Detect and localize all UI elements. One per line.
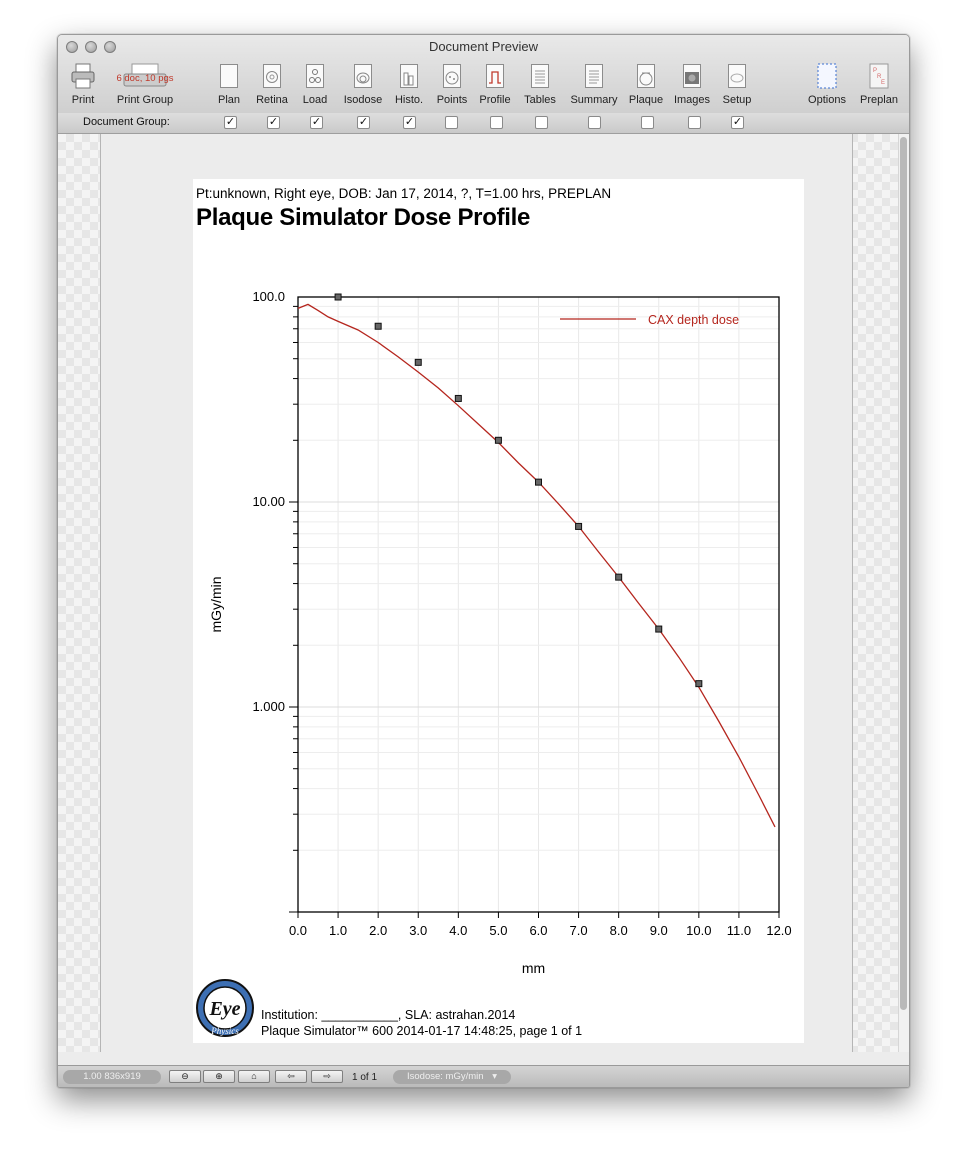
tool-points-label: Points — [436, 94, 468, 106]
group-checkbox-histo[interactable]: ✓ — [404, 116, 415, 128]
tool-load-button[interactable] — [297, 62, 333, 110]
tool-load-label: Load — [302, 94, 328, 106]
preplan-button[interactable] — [856, 62, 902, 110]
group-checkbox-points[interactable] — [445, 116, 458, 129]
tool-histo-button[interactable] — [390, 62, 428, 110]
tool-points-button[interactable] — [433, 62, 471, 110]
dose-profile-chart — [193, 274, 804, 984]
tool-plan-button[interactable] — [211, 62, 247, 110]
tables-icon — [527, 62, 553, 90]
patient-header: Pt:unknown, Right eye, DOB: Jan 17, 2014, ?, T=1.00 hrs, PREPLAN — [196, 186, 612, 201]
group-checkbox-plan[interactable]: ✓ — [225, 116, 236, 128]
profile-icon — [482, 62, 508, 90]
document-page — [193, 179, 804, 1043]
window-title: Document Preview — [428, 39, 539, 54]
group-checkbox-tables[interactable] — [535, 116, 548, 129]
y-axis-label: mGy/min — [208, 576, 224, 633]
points-icon — [439, 62, 465, 90]
print-group-label: Print Group — [116, 94, 174, 106]
scrollbar-thumb[interactable] — [900, 137, 907, 1010]
tool-profile-label: Profile — [479, 94, 511, 106]
print-group-info: 6 doc, 10 pgs — [116, 73, 174, 84]
measured-point — [335, 294, 341, 300]
measured-point — [375, 323, 381, 329]
tool-retina-button[interactable] — [254, 62, 290, 110]
x-tick-label: 0.0 — [288, 923, 308, 938]
group-checkbox-setup[interactable]: ✓ — [732, 116, 743, 128]
y-tick-label: 10.00 — [252, 494, 285, 509]
group-checkbox-profile[interactable] — [490, 116, 503, 129]
summary-icon — [581, 62, 607, 90]
page-title: Plaque Simulator Dose Profile — [196, 204, 531, 231]
tool-histo-label: Histo. — [394, 94, 424, 106]
printer-icon — [70, 62, 96, 90]
title-bar — [58, 35, 909, 114]
tool-setup-button[interactable] — [718, 62, 756, 110]
zoom-in-icon: ⊕ — [215, 1071, 223, 1081]
plan-icon — [216, 62, 242, 90]
measured-point — [536, 479, 542, 485]
next-page-icon: ⇨ — [323, 1071, 331, 1081]
tool-plaque-label: Plaque — [628, 94, 664, 106]
mode-select[interactable] — [393, 1070, 511, 1084]
svg-text:P: P — [873, 68, 878, 74]
status-bar — [58, 1065, 909, 1088]
group-checkbox-plaque[interactable] — [641, 116, 654, 129]
images-icon — [679, 62, 705, 90]
home-icon: ⌂ — [251, 1071, 257, 1081]
x-tick-label: 3.0 — [409, 923, 428, 938]
tool-summary-button[interactable] — [566, 62, 622, 110]
x-axis-label: mm — [521, 960, 546, 976]
tool-summary-label: Summary — [570, 94, 618, 106]
setup-icon — [724, 62, 750, 90]
home-button[interactable] — [238, 1070, 270, 1083]
y-tick-label: 100.0 — [252, 289, 285, 304]
cax-depth-dose-line — [298, 304, 775, 827]
x-tick-label: 2.0 — [369, 923, 388, 938]
svg-text:Physics: Physics — [211, 1026, 239, 1036]
measured-point — [455, 395, 461, 401]
tool-tables-label: Tables — [524, 94, 556, 106]
document-group-bar — [58, 113, 909, 134]
x-tick-label: 10.0 — [686, 923, 712, 938]
tool-images-button[interactable] — [672, 62, 712, 110]
y-tick-label: 1.000 — [252, 699, 285, 714]
print-group-button[interactable] — [110, 62, 180, 110]
x-tick-label: 8.0 — [609, 923, 628, 938]
measured-point — [576, 523, 582, 529]
isodose-icon — [350, 62, 376, 90]
tool-retina-label: Retina — [256, 94, 288, 106]
svg-text:R: R — [877, 74, 882, 80]
group-checkbox-load[interactable]: ✓ — [311, 116, 322, 128]
prev-page-button[interactable] — [275, 1070, 307, 1083]
footer-institution: Institution: ___________, SLA: astrahan.2014 — [261, 1008, 516, 1022]
load-icon — [302, 62, 328, 90]
tool-plaque-button[interactable] — [626, 62, 666, 110]
mode-select-value: Isodose: mGy/min — [407, 1071, 484, 1082]
page-count: 1 of 1 — [352, 1072, 378, 1083]
print-button[interactable] — [67, 62, 99, 110]
measured-point — [415, 359, 421, 365]
group-checkbox-isodose[interactable]: ✓ — [358, 116, 369, 128]
eye-physics-logo — [195, 978, 255, 1038]
x-tick-label: 6.0 — [529, 923, 548, 938]
prev-page-icon: ⇦ — [287, 1071, 295, 1081]
legend-label: CAX depth dose — [648, 313, 740, 327]
options-button[interactable] — [804, 62, 850, 110]
preplan-label: Preplan — [860, 94, 898, 106]
x-tick-label: 4.0 — [449, 923, 468, 938]
x-tick-label: 9.0 — [649, 923, 668, 938]
tool-images-label: Images — [673, 94, 711, 106]
x-tick-label: 7.0 — [569, 923, 588, 938]
zoom-in-button[interactable] — [203, 1070, 235, 1083]
plaque-icon — [633, 62, 659, 90]
footer-software-info: Plaque Simulator™ 600 2014-01-17 14:48:25, page 1 of 1 — [261, 1024, 583, 1038]
print-label: Print — [71, 94, 95, 106]
options-icon — [814, 62, 840, 90]
options-label: Options — [808, 94, 846, 106]
histogram-icon — [396, 62, 422, 90]
tool-isodose-label: Isodose — [343, 94, 383, 106]
x-tick-label: 1.0 — [329, 923, 348, 938]
x-tick-label: 5.0 — [489, 923, 508, 938]
measured-point — [495, 437, 501, 443]
measured-point — [656, 626, 662, 632]
tool-tables-button[interactable] — [521, 62, 559, 110]
measured-point — [696, 681, 702, 687]
document-group-label: Document Group: — [83, 116, 170, 128]
zoom-out-icon: ⊖ — [181, 1071, 189, 1081]
zoom-out-button[interactable] — [169, 1070, 201, 1083]
tool-isodose-button[interactable] — [340, 62, 386, 110]
tool-plan-label: Plan — [217, 94, 241, 106]
group-checkbox-summary[interactable] — [588, 116, 601, 129]
preplan-icon — [866, 62, 892, 90]
group-checkbox-retina[interactable]: ✓ — [268, 116, 279, 128]
zoom-info: 1.00 836x919 — [63, 1070, 161, 1084]
print-group-icon — [110, 62, 180, 90]
chevron-down-icon: ▾ — [492, 1071, 497, 1082]
svg-text:E: E — [881, 80, 886, 86]
retina-icon — [259, 62, 285, 90]
measured-point — [616, 574, 622, 580]
x-tick-label: 11.0 — [726, 923, 752, 938]
group-checkbox-images[interactable] — [688, 116, 701, 129]
svg-text:Eye: Eye — [209, 998, 241, 1020]
x-tick-label: 12.0 — [766, 923, 792, 938]
next-page-button[interactable] — [311, 1070, 343, 1083]
tool-setup-label: Setup — [722, 94, 752, 106]
tool-profile-button[interactable] — [476, 62, 514, 110]
chart-svg — [193, 274, 804, 984]
